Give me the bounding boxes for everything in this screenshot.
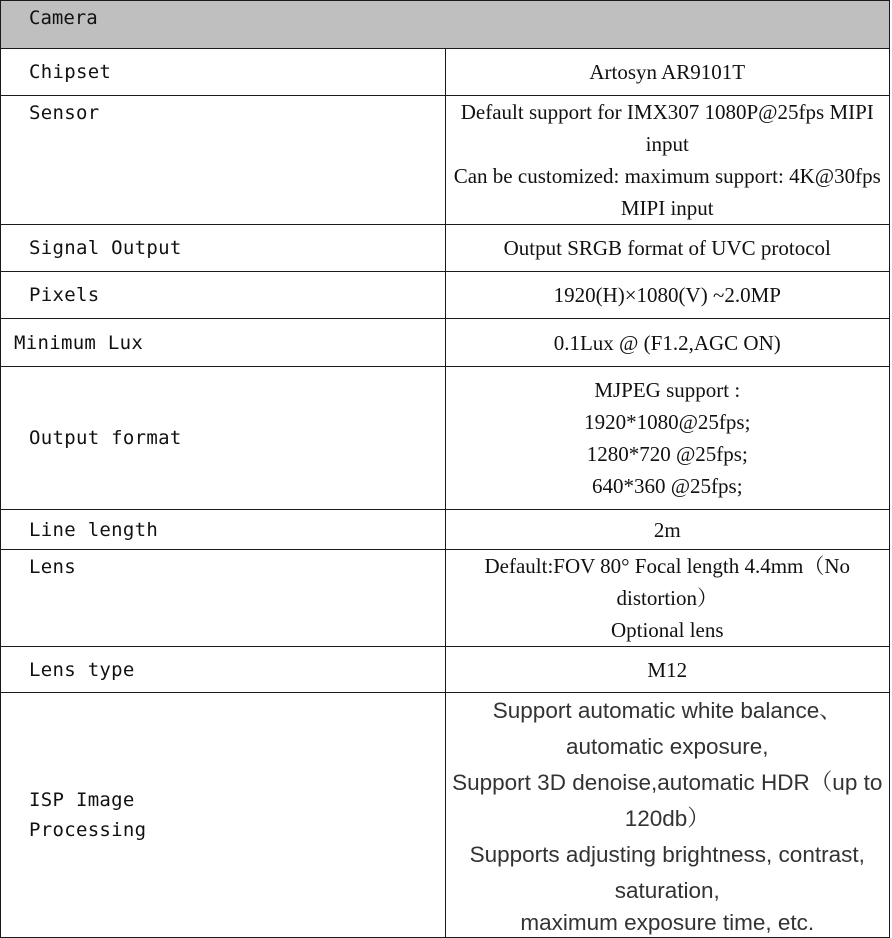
row-label-chipset: Chipset [1,49,446,96]
table-header-row [1,1,890,49]
row-value-chipset [445,49,890,96]
value-line: Support automatic white balance、automatic exposure, [492,698,842,759]
row-label-output-format: Output format [1,367,446,510]
value-line: Support 3D denoise,automatic HDR（up to 120db） [452,770,883,831]
value-line: 1920*1080@25fps; [584,410,751,434]
value-line: MJPEG support : [594,378,741,402]
table-row [1,49,890,96]
value-line: 1920(H)×1080(V) ~2.0MP [553,283,781,307]
table-row [1,96,890,225]
value-line: 2m [653,517,681,542]
row-value-line-length [445,510,890,550]
row-label-line-length: Line length [1,510,446,550]
row-value-lens-type [445,647,890,693]
row-label-isp-image-processing [1,693,446,938]
label-line: Processing [29,819,147,841]
value-line: Optional lens [610,618,724,642]
table-row [1,225,890,272]
table-row [1,647,890,693]
row-label-signal-output: Signal Output [1,225,446,272]
row-value-lens [445,550,890,647]
label-line: ISP Image [29,789,135,811]
row-value-signal-output [445,225,890,272]
row-label-lens-type: Lens type [1,647,446,693]
table-row [1,319,890,367]
value-line: Artosyn AR9101T [589,60,746,84]
row-label-pixels: Pixels [1,272,446,319]
row-value-isp-image-processing [445,693,890,938]
value-line: Can be customized: maximum support: 4K@30fps MIPI input [453,164,881,220]
table-row [1,693,890,938]
table-row [1,272,890,319]
row-value-sensor [445,96,890,225]
value-line: Output SRGB format of UVC protocol [503,236,831,260]
value-line: Supports adjusting brightness, contrast, saturation, [469,842,865,903]
value-line: 640*360 @25fps; [591,474,743,498]
value-line: 0.1Lux @ (F1.2,AGC ON) [553,330,781,355]
table-row [1,367,890,510]
value-line: maximum exposure time, etc. [520,910,815,935]
value-line: M12 [647,657,688,682]
table-row [1,550,890,647]
row-value-pixels [445,272,890,319]
row-value-output-format [445,367,890,510]
value-line: Default:FOV 80° Focal length 4.4mm（No distortion） [484,554,851,610]
table-row [1,510,890,550]
value-line: 1280*720 @25fps; [586,442,748,466]
row-label-minimum-lux: Minimum Lux [1,319,446,367]
row-value-minimum-lux [445,319,890,367]
row-label-sensor: Sensor [1,96,446,225]
row-label-lens: Lens [1,550,446,647]
section-title: Camera [1,1,890,49]
value-line: Default support for IMX307 1080P@25fps MIPI input [460,100,874,156]
